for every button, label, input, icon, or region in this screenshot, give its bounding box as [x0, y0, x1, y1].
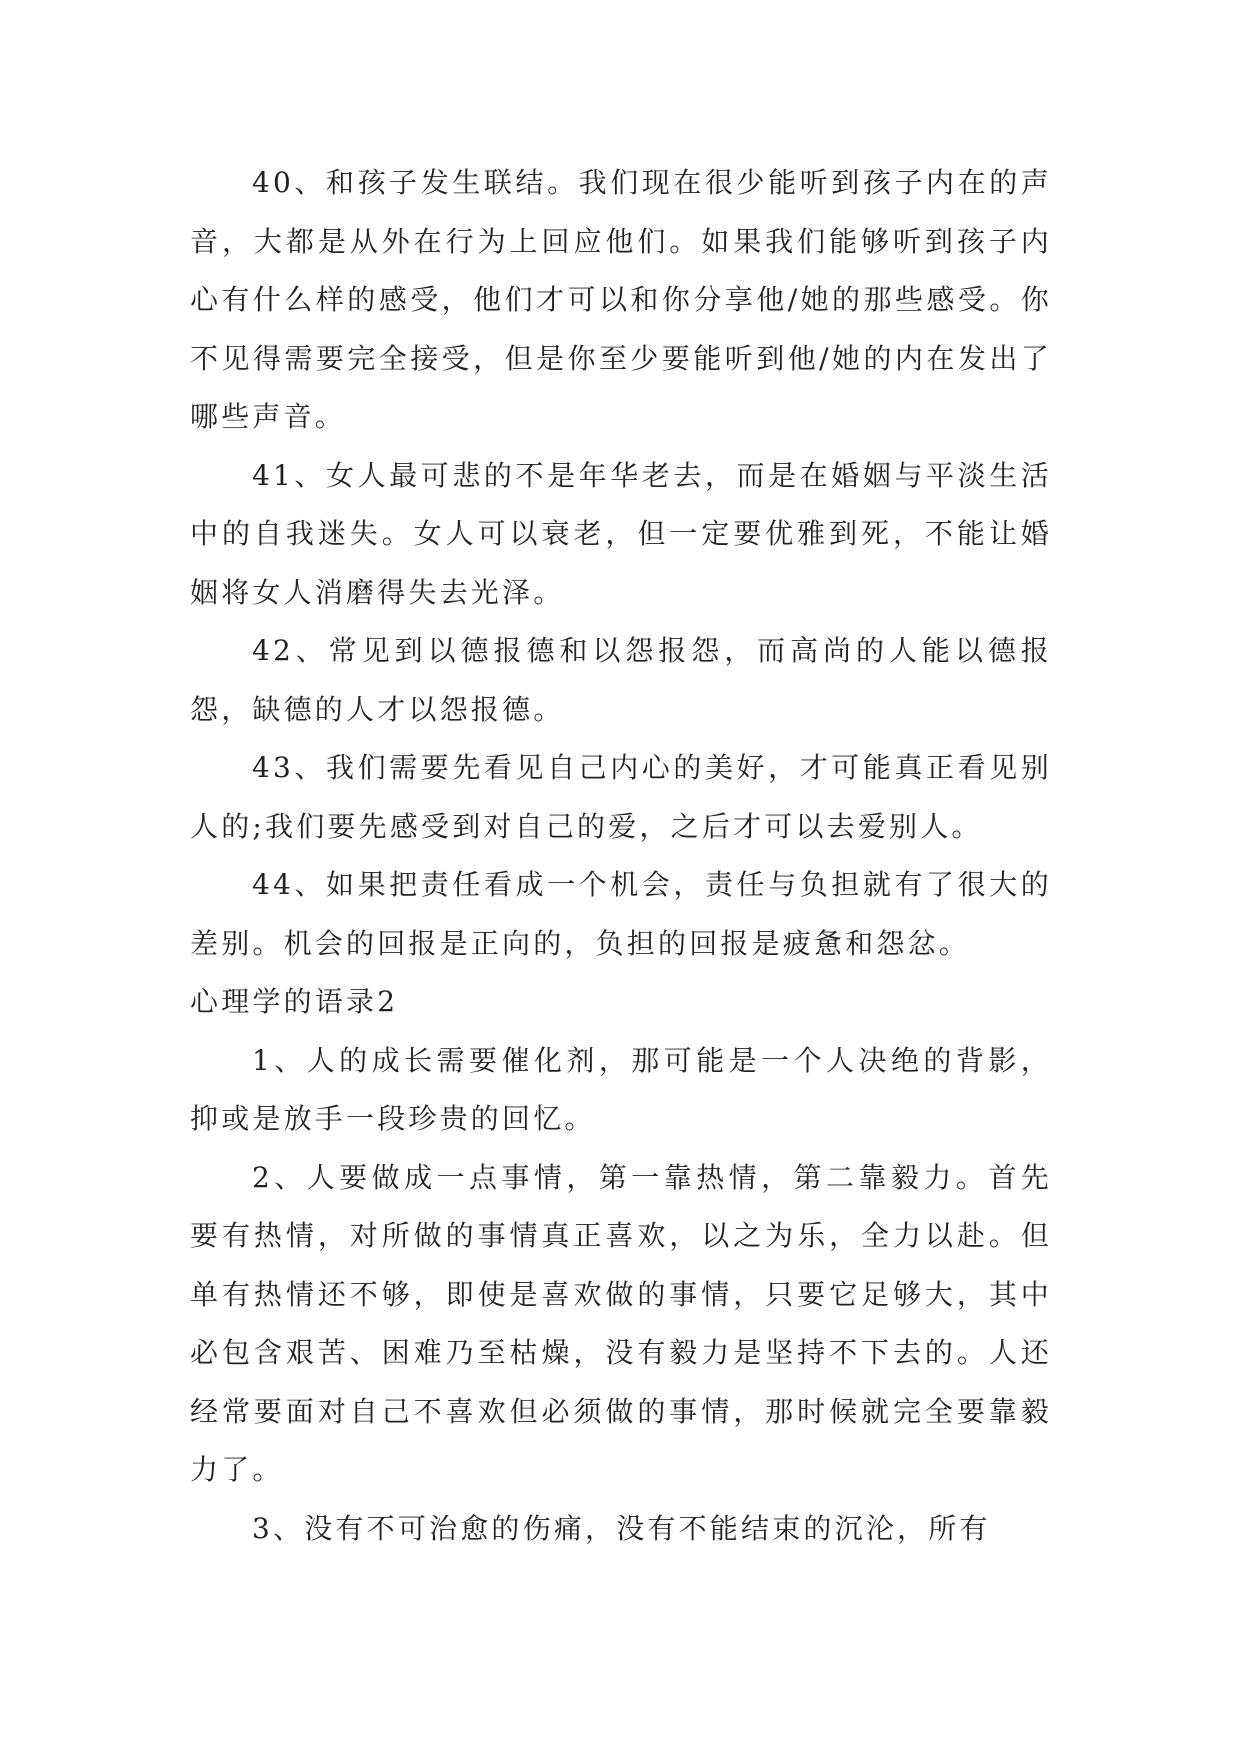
quote-paragraph-42: 42、常见到以德报德和以怨报怨，而高尚的人能以德报怨，缺德的人才以怨报德。: [190, 634, 1052, 726]
document-body: [190, 154, 1052, 1558]
quote-paragraph-40: 40、和孩子发生联结。我们现在很少能听到孩子内在的声音，大都是从外在行为上回应他们。如果我们能够听到孩子内心有什么样的感受，他们才可以和你分享他/她的那些感受。你不见得需要完全接受，但是你至少要能听到他/她的内在发出了哪些声音。: [190, 166, 1052, 433]
section-heading: 心理学的语录2: [190, 985, 399, 1018]
section-quote-2: 2、人要做成一点事情，第一靠热情，第二靠毅力。首先要有热情，对所做的事情真正喜欢，以之为乐，全力以赴。但单有热情还不够，即使是喜欢做的事情，只要它足够大，其中必包含艰苦、困难乃至枯燥，没有毅力是坚持不下去的。人还经常要面对自己不喜欢但必须做的事情，那时候就完全要靠毅力了。: [190, 1160, 1052, 1486]
section-quote-1: 1、人的成长需要催化剂，那可能是一个人决绝的背影，抑或是放手一段珍贵的回忆。: [190, 1043, 1052, 1135]
quote-paragraph-44: 44、如果把责任看成一个机会，责任与负担就有了很大的差别。机会的回报是正向的，负担的回报是疲惫和怨忿。: [190, 868, 1052, 960]
section-quote-3: 3、没有不可治愈的伤痛，没有不能结束的沉沦，所有: [252, 1511, 991, 1545]
quote-paragraph-41: 41、女人最可悲的不是年华老去，而是在婚姻与平淡生活中的自我迷失。女人可以衰老，但一定要优雅到死，不能让婚姻将女人消磨得失去光泽。: [190, 458, 1052, 609]
quote-paragraph-43: 43、我们需要先看见自己内心的美好，才可能真正看见别人的;我们要先感受到对自己的爱，之后才可以去爱别人。: [190, 751, 1052, 843]
